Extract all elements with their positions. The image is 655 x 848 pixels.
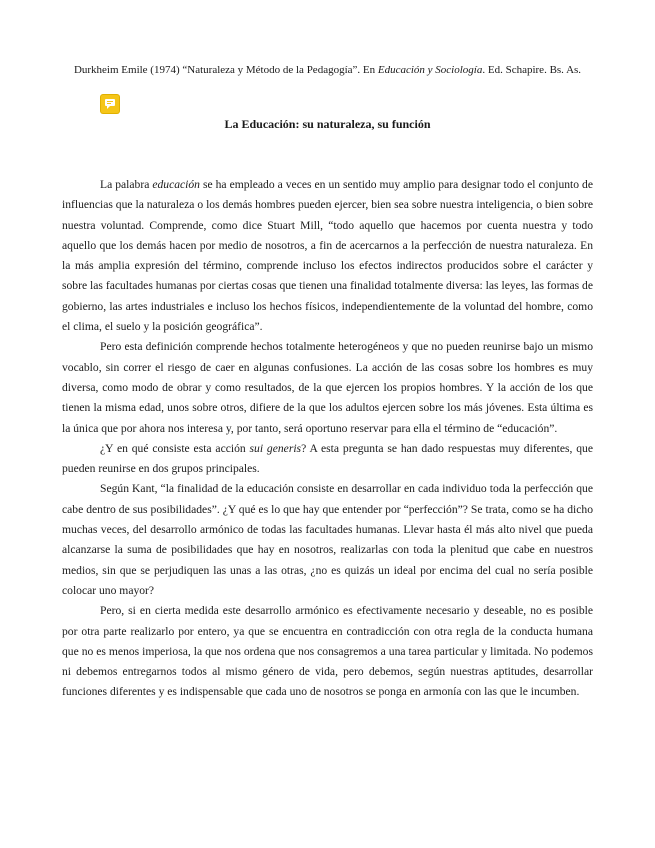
paragraph-1-text-b: se ha empleado a veces en un sentido muy amplio para designar todo el conjunto de influencias que la naturaleza o los demás hombres pueden ejercer, bien sea sobre nuestra inteligencia, o bien sobre nuestra voluntad. Comprende, como dice Stuart Mill, “todo aquello que hacemos por cuenta nuestra y todo aquello que los demás hacen por medio de nosotros, a fin de acercarnos a la perfección de nuestra naturaleza. En la más amplia expresión del término, comprende incluso los efectos indirectos producidos sobre el carácter y sobre las facultades humanas por ciertas cosas que tienen una finalidad totalmente diversa: las leyes, las formas de gobierno, las artes industriales e incluso los hechos físicos, independientemente de la voluntad del hombre, como el clima, el suelo y la posición geográfica”. [62, 178, 593, 334]
paragraph-1 [62, 175, 593, 337]
document-title: La Educación: su naturaleza, su función [224, 117, 431, 131]
comment-glyph [104, 98, 116, 110]
citation-book: Educación y Sociología [377, 64, 483, 76]
citation-suffix: . Ed. Schapire. Bs. As. [482, 64, 582, 76]
paragraph-3 [62, 439, 593, 480]
paragraph-3-text-b: ? A esta pregunta se han dado respuestas muy diferentes, que pueden reunirse en dos grupos principales. [62, 441, 594, 476]
comment-icon[interactable] [101, 95, 119, 113]
paragraph-3-text-a: ¿Y en qué consiste esta acción [100, 441, 250, 455]
paragraph-1-emphasis: educación [152, 178, 200, 191]
paragraph-4: Según Kant, “la finalidad de la educación consiste en desarrollar en cada individuo toda la perfección que cabe dentro de sus posibilidades”. ¿Y qué es lo que hay que entender por “perfección”? Se trata, como se ha dicho muchas veces, del desarrollo armónico de todas las facultades humanas. Llevar hasta él más alto nivel que pueda alcanzarse la suma de posibilidades que hay en nosotros, realizarlas con toda la plenitud que cabe en nuestros medios, sin que se perjudiquen las unas a las otras, ¿no es quizás un ideal por encima del cual no sería posible colocar uno mayor? [62, 482, 593, 597]
document-body [62, 175, 593, 703]
citation [62, 62, 593, 78]
citation-prefix: Durkheim Emile (1974) “Naturaleza y Método de la Pedagogía”. En [73, 64, 378, 76]
paragraph-2: Pero esta definición comprende hechos totalmente heterogéneos y que no pueden reunirse bajo un mismo vocablo, sin correr el riesgo de caer en algunas confusiones. La acción de las cosas sobre los hombres es muy diversa, como modo de obrar y como resultados, de la que ejercen los propios hombres. Y la acción de los que tienen la misma edad, unos sobre otros, difiere de la que los adultos ejercen sobre los más jóvenes. Esta última es la única que por ahora nos interesa y, por tanto, será oportuno reservar para ella el término de “educación”. [62, 340, 593, 435]
paragraph-3-emphasis: sui generis [249, 441, 302, 455]
paragraph-5: Pero, si en cierta medida este desarrollo armónico es efectivamente necesario y deseable, no es posible por otra parte realizarlo por entero, ya que se encuentra en contradicción con otra regla de la conducta humana que no es menos imperiosa, la que nos ordena que nos consagremos a una tarea particular y limitada. No podemos ni debemos entregarnos todos al mismo género de vida, pero debemos, según nuestras aptitudes, desarrollar funciones diferentes y es indispensable que cada uno de nosotros se ponga en armonía con las que le incumben. [62, 604, 593, 699]
paragraph-1-text-a: La palabra [100, 178, 153, 191]
